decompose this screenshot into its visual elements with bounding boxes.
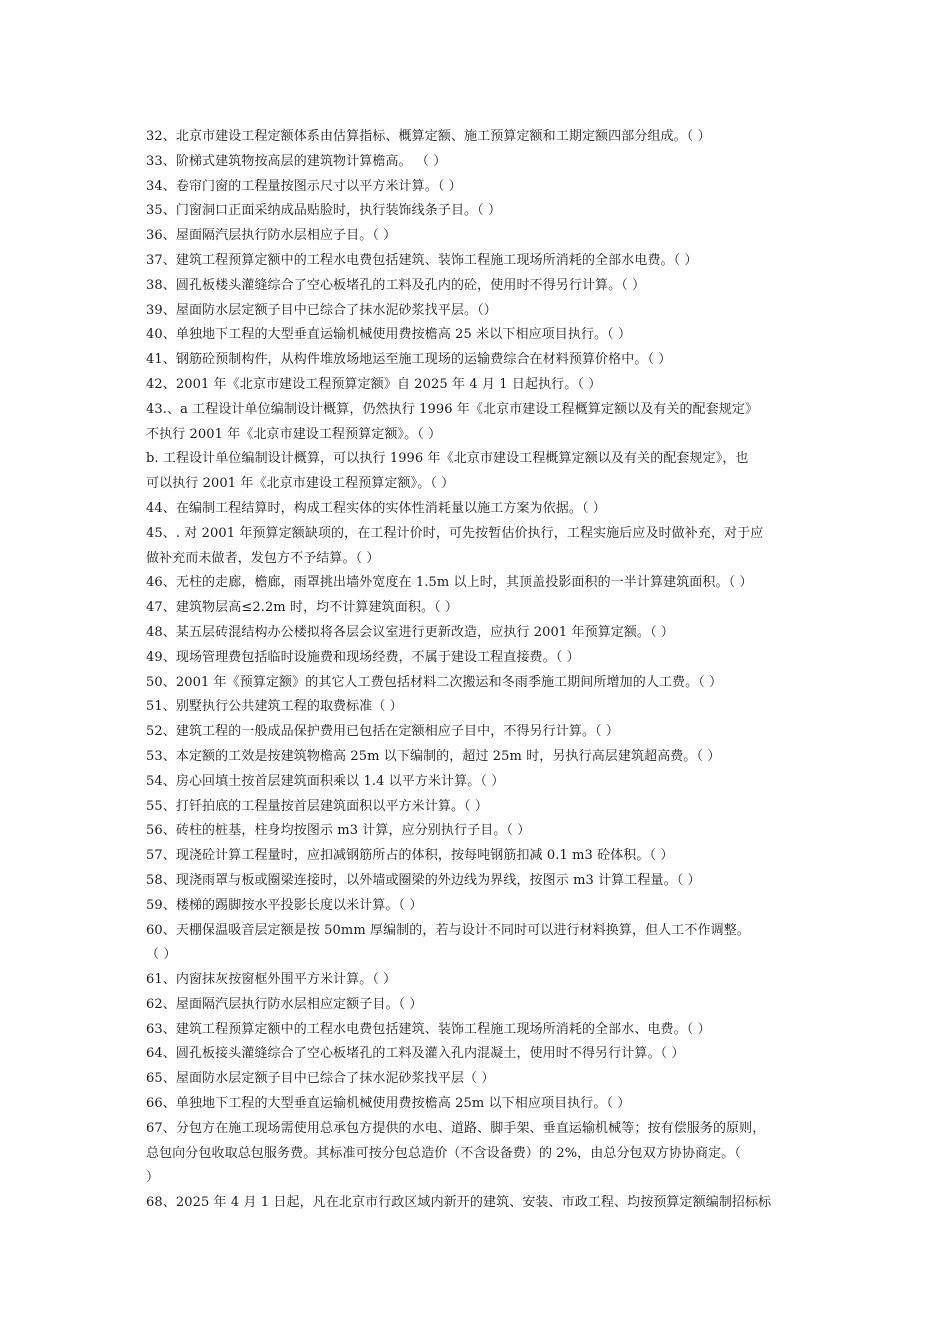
question-line: 60、天棚保温吸音层定额是按 50mm 厚编制的，若与设计不同时可以进行材料换算，但人工不作调整。 <box>146 922 750 938</box>
question-line: 45、. 对 2001 年预算定额缺项的，在工程计价时，可先按暂估价执行，工程实施后应及时做补充，对于应 <box>146 525 764 541</box>
question-line: 63、建筑工程预算定额中的工程水电费包括建筑、装饰工程施工现场所消耗的全部水、电费。（ ） <box>146 1021 711 1037</box>
question-line: 37、建筑工程预算定额中的工程水电费包括建筑、装饰工程施工现场所消耗的全部水电费。（ ） <box>146 252 698 268</box>
question-line: 62、屋面隔汽层执行防水层相应定额子目。（ ） <box>146 996 423 1012</box>
question-list <box>146 125 826 1216</box>
question-line: 46、无柱的走廊，檐廊，雨罩挑出墙外宽度在 1.5m 以上时，其顶盖投影面积的一半计算建筑面积。（ ） <box>146 575 753 591</box>
question-line: 49、现场管理费包括临时设施费和现场经费，不属于建设工程直接费。（ ） <box>146 649 580 665</box>
question-line: 34、卷帘门窗的工程量按图示尺寸以平方米计算。（ ） <box>146 178 462 194</box>
question-line: 52、建筑工程的一般成品保护费用已包括在定额相应子目中，不得另行计算。（ ） <box>146 724 619 740</box>
question-line: 44、在编制工程结算时，构成工程实体的实体性消耗量以施工方案为依据。（ ） <box>146 500 606 516</box>
question-line: 32、北京市建设工程定额体系由估算指标、概算定额、施工预算定额和工期定额四部分组成。（ ） <box>146 129 711 144</box>
question-line: 40、单独地下工程的大型垂直运输机械使用费按檐高 25 米以下相应项目执行。（ ） <box>146 327 632 343</box>
question-line: 58、现浇雨罩与板或圈梁连接时，以外墙或圈梁的外边线为界线，按图示 m3 计算工程量。（ ） <box>146 872 701 888</box>
question-line: 67、分包方在施工现场需使用总承包方提供的水电、道路、脚手架、垂直运输机械等；按有偿服务的原则， <box>146 1120 766 1136</box>
question-line: 39、屋面防水层定额子目中已综合了抹水泥砂浆找平层。（） <box>146 302 497 318</box>
question-line: 38、圆孔板楼头灌缝综合了空心板堵孔的工料及孔内的砼，使用时不得另行计算。（ ） <box>146 277 646 293</box>
question-line: 64、圆孔板接头灌缝综合了空心板堵孔的工料及灌入孔内混凝土，使用时不得另行计算。（ ） <box>146 1046 685 1062</box>
question-line: 61、内窗抹灰按窗框外围平方米计算。（ ） <box>146 972 397 988</box>
question-line: 59、楼梯的踢脚按水平投影长度以米计算。（ ） <box>146 897 423 913</box>
question-line: 51、别墅执行公共建筑工程的取费标准（ ） <box>146 699 403 715</box>
question-line: 68、2025 年 4 月 1 日起，凡在北京市行政区域内新开的建筑、安装、市政工程、均按预算定额编制招标标 <box>146 1195 772 1211</box>
question-line: 55、打钎拍底的工程量按首层建筑面积以平方米计算。（ ） <box>146 798 488 814</box>
question-line: 47、建筑物层高≤2.2m 时，均不计算建筑面积。（ ） <box>146 600 459 616</box>
question-line: 33、阶梯式建筑物按高层的建筑物计算檐高。 （ ） <box>146 153 447 169</box>
question-line: 做补充而未做者，发包方不予结算。（ ） <box>146 550 380 566</box>
question-line: 56、砖柱的桩基，柱身均按图示 m3 计算，应分别执行子目。（ ） <box>146 823 531 839</box>
question-line: b. 工程设计单位编制设计概算，可以执行 1996 年《北京市建设工程概算定额以及有关的配套规定》，也 <box>146 451 749 467</box>
question-line: 不执行 2001 年《北京市建设工程预算定额》。（ ） <box>146 426 442 442</box>
question-line: 总包向分包收取总包服务费。其标准可按分包总造价（不含设备费）的 2%，由总分包双方协协商定。（ <box>146 1145 741 1161</box>
question-line: 57、现浇砼计算工程量时，应扣减钢筋所占的体积，按每吨钢筋扣减 0.1 m3 砼体积。（ ） <box>146 848 674 864</box>
question-line: ） <box>146 1170 160 1186</box>
question-line: 41、钢筋砼预制构件，从构件堆放场地运至施工现场的运输费综合在材料预算价格中。（ ） <box>146 352 672 368</box>
question-line: 可以执行 2001 年《北京市建设工程预算定额》。（ ） <box>146 476 455 492</box>
question-line: 43.、a 工程设计单位编制设计概算，仍然执行 1996 年《北京市建设工程概算定额以及有关的配套规定》 <box>146 401 759 417</box>
question-line: 53、本定额的工效是按建筑物檐高 25m 以下编制的，超过 25m 时，另执行高层建筑超高费。（ ） <box>146 748 721 764</box>
question-line: 35、门窗洞口正面采纳成品贴脸时，执行装饰线条子目。（ ） <box>146 203 502 219</box>
question-line: （ ） <box>146 947 177 963</box>
question-line: 36、屋面隔汽层执行防水层相应子目。（ ） <box>146 228 397 244</box>
question-line: 50、2001 年《预算定额》的其它人工费包括材料二次搬运和冬雨季施工期间所增加的人工费。（ ） <box>146 674 723 690</box>
question-line: 42、2001 年《北京市建设工程预算定额》自 2025 年 4 月 1 日起执行。（ ） <box>146 376 602 392</box>
question-line: 65、屋面防水层定额子目中已综合了抹水泥砂浆找平层（ ） <box>146 1071 495 1087</box>
question-line: 48、某五层砖混结构办公楼拟将各层会议室进行更新改造，应执行 2001 年预算定额。（ ） <box>146 624 675 640</box>
question-line: 54、房心回填土按首层建筑面积乘以 1.4 以平方米计算。（ ） <box>146 773 505 789</box>
question-line: 66、单独地下工程的大型垂直运输机械使用费按檐高 25m 以下相应项目执行。（ ） <box>146 1096 631 1112</box>
